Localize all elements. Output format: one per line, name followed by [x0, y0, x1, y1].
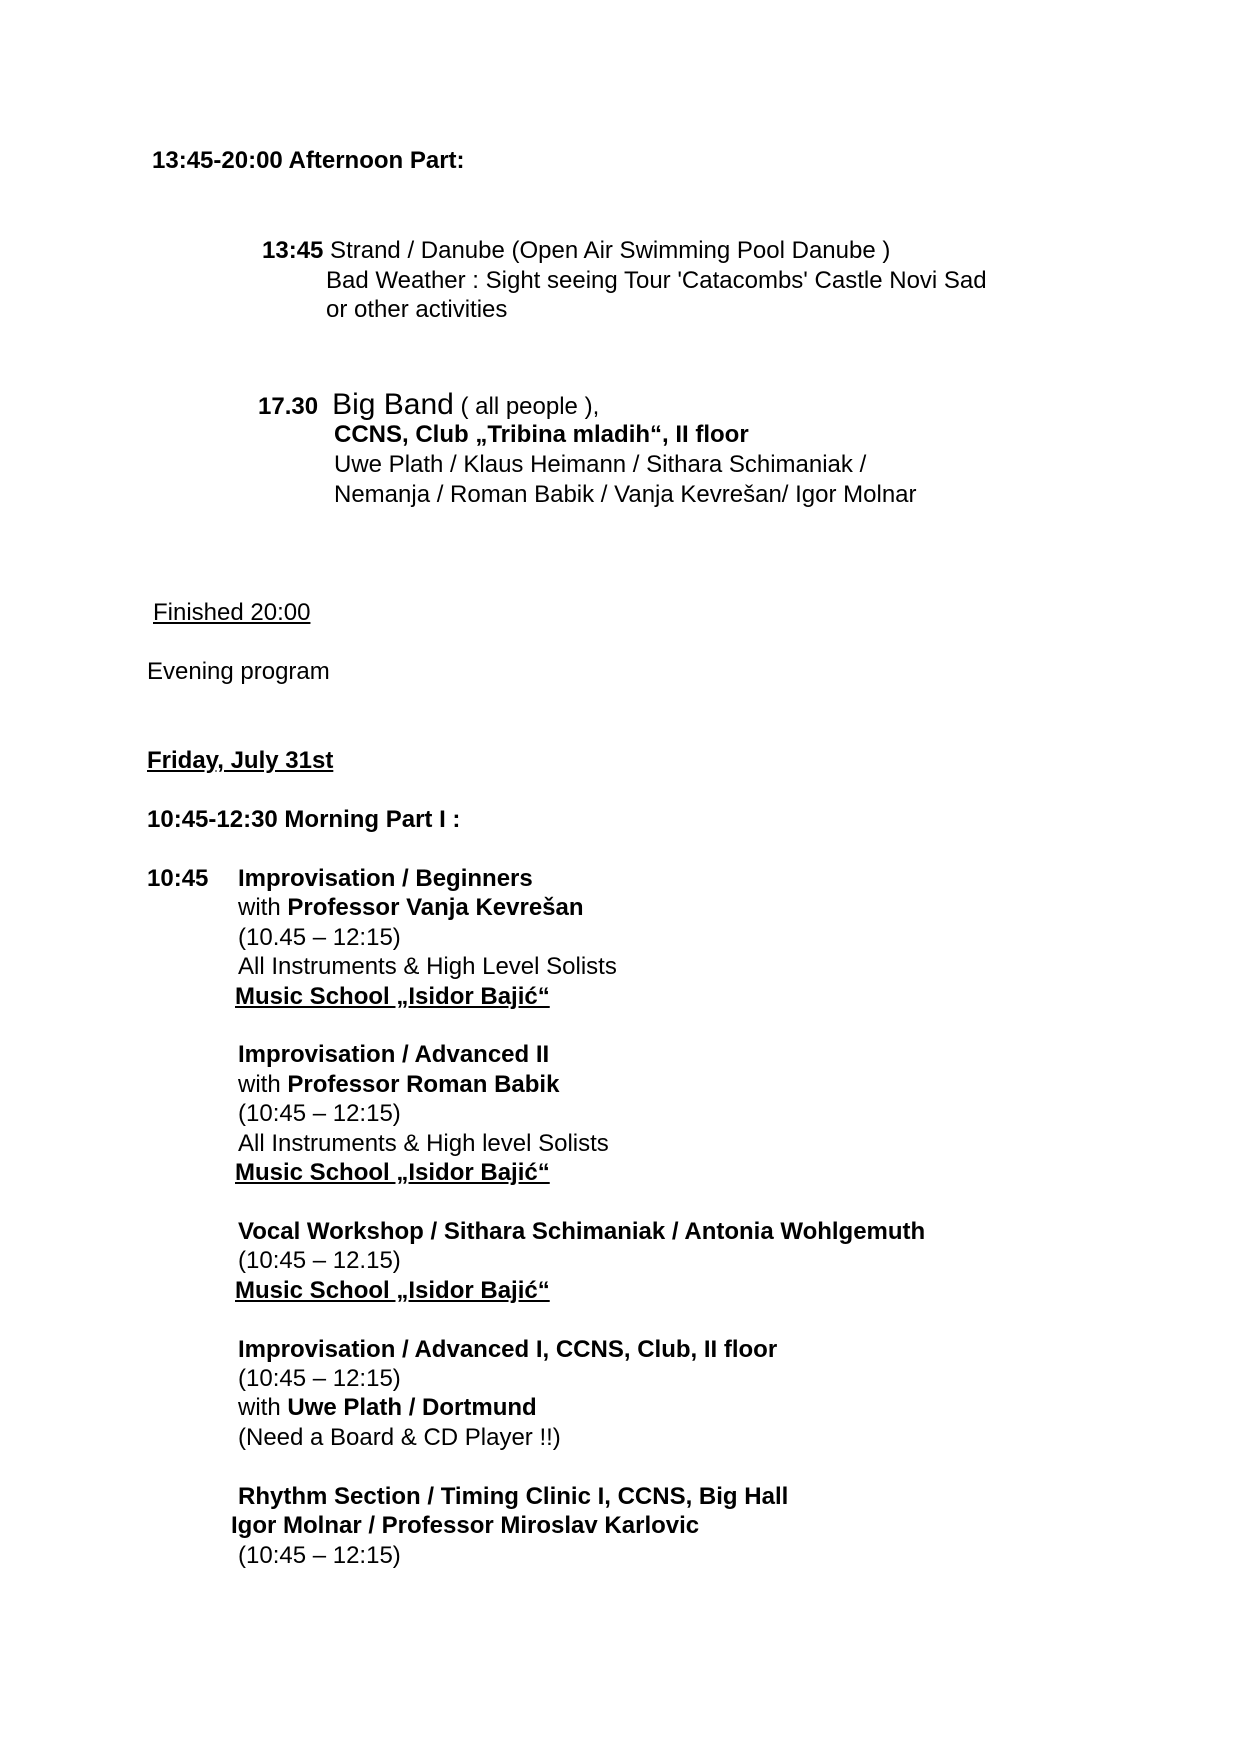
strand-text: Strand / Danube (Open Air Swimming Pool Danube )	[323, 237, 891, 264]
friday-heading: Friday, July 31st	[147, 747, 334, 774]
block-1-with-prefix: with	[238, 894, 288, 921]
strand-time: 13:45	[262, 237, 324, 264]
bigband-people-1: Uwe Plath / Klaus Heimann / Sithara Schimaniak /	[334, 451, 867, 478]
morning-heading: 10:45-12:30 Morning Part I :	[147, 806, 461, 833]
bigband-people-2: Nemanja / Roman Babik / Vanja Kevrešan/ Igor Molnar	[334, 481, 917, 508]
block-4-time: (10:45 – 12:15)	[238, 1365, 401, 1392]
block-4-title: Improvisation / Advanced I, CCNS, Club, II floor	[238, 1336, 778, 1363]
block-4-with-name: Uwe Plath / Dortmund	[287, 1394, 537, 1421]
strand-other: or other activities	[326, 296, 508, 323]
block-2-title: Improvisation / Advanced II	[238, 1041, 550, 1068]
block-1-with-name: Professor Vanja Kevrešan	[287, 894, 584, 921]
block-1-title: Improvisation / Beginners	[238, 865, 533, 892]
block-3-title: Vocal Workshop / Sithara Schimaniak / Antonia Wohlgemuth	[238, 1218, 926, 1245]
block-2-time: (10:45 – 12:15)	[238, 1100, 401, 1127]
block-1-venue: Music School „Isidor Bajić“	[235, 983, 550, 1010]
strand-bad-weather: Bad Weather : Sight seeing Tour 'Catacombs' Castle Novi Sad	[326, 267, 987, 294]
block-3-venue: Music School „Isidor Bajić“	[235, 1277, 550, 1304]
block-4-with-prefix: with	[238, 1394, 288, 1421]
block-1-time: (10.45 – 12:15)	[238, 924, 401, 951]
block-4-with	[238, 1393, 537, 1423]
block-2-venue: Music School „Isidor Bajić“	[235, 1159, 550, 1186]
afternoon-heading: 13:45-20:00 Afternoon Part:	[152, 147, 465, 174]
bigband-note: ( all people ),	[453, 393, 600, 420]
strand-line	[262, 236, 890, 266]
block-2-with-name: Professor Roman Babik	[287, 1071, 560, 1098]
block-5-people: Igor Molnar / Professor Miroslav Karlovic	[231, 1512, 700, 1539]
bigband-time: 17.30	[258, 393, 319, 420]
bigband-title: Big Band	[332, 388, 454, 421]
block-1-with	[238, 893, 584, 923]
block-4-note: (Need a Board & CD Player !!)	[238, 1424, 561, 1451]
finished-label: Finished 20:00	[153, 599, 311, 626]
start-time: 10:45	[147, 865, 209, 892]
block-3-time: (10:45 – 12.15)	[238, 1247, 401, 1274]
block-2-with	[238, 1070, 559, 1100]
block-2-with-prefix: with	[238, 1071, 288, 1098]
block-2-desc: All Instruments & High level Solists	[238, 1130, 609, 1157]
block-1-desc: All Instruments & High Level Solists	[238, 953, 617, 980]
block-5-title: Rhythm Section / Timing Clinic I, CCNS, Big Hall	[238, 1483, 789, 1510]
block-5-time: (10:45 – 12:15)	[238, 1542, 401, 1569]
evening-program: Evening program	[147, 658, 330, 685]
bigband-venue: CCNS, Club „Tribina mladih“, II floor	[334, 421, 749, 448]
